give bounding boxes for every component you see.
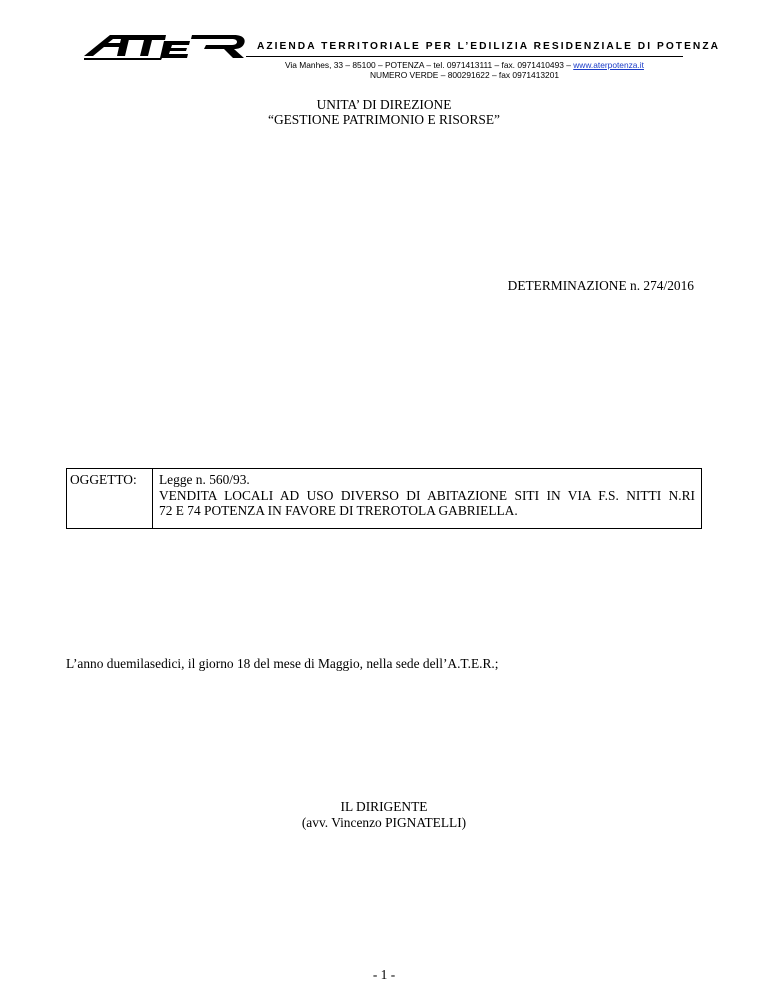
signature-name: (avv. Vincenzo PIGNATELLI)	[301, 815, 467, 830]
subject-table	[66, 468, 702, 529]
signature-title: IL DIRIGENTE	[340, 799, 428, 814]
unit-title: UNITA’ DI DIREZIONE	[316, 97, 452, 112]
address-line-2: NUMERO VERDE – 800291622 – fax 0971413201	[369, 70, 560, 80]
subject-line-2: VENDITA LOCALI AD USO DIVERSO DI ABITAZIONE SITI IN VIA F.S. NITTI N.RI	[159, 487, 695, 503]
date-location-line: L’anno duemilasedici, il giorno 18 del mese di Maggio, nella sede dell’A.T.E.R.;	[66, 656, 499, 671]
header-divider	[246, 56, 683, 57]
ater-logo	[84, 32, 246, 62]
website-link[interactable]: www.aterpotenza.it	[573, 60, 644, 70]
subject-divider	[152, 469, 153, 528]
subject-line-3: 72 E 74 POTENZA IN FAVORE DI TREROTOLA GABRIELLA.	[159, 503, 518, 518]
subject-label: OGGETTO:	[70, 472, 137, 487]
address-text: Via Manhes, 33 – 85100 – POTENZA – tel. 0971413111 – fax. 0971410493 –	[285, 60, 574, 70]
subject-text	[159, 472, 695, 519]
address-line-1	[246, 60, 683, 70]
determination-number: DETERMINAZIONE n. 274/2016	[507, 278, 694, 293]
subject-line-1: Legge n. 560/93.	[159, 472, 250, 487]
organization-name: AZIENDA TERRITORIALE PER L’EDILIZIA RESIDENZIALE DI POTENZA	[257, 41, 720, 52]
page-number: - 1 -	[372, 967, 396, 982]
unit-subtitle: “GESTIONE PATRIMONIO E RISORSE”	[268, 112, 500, 127]
